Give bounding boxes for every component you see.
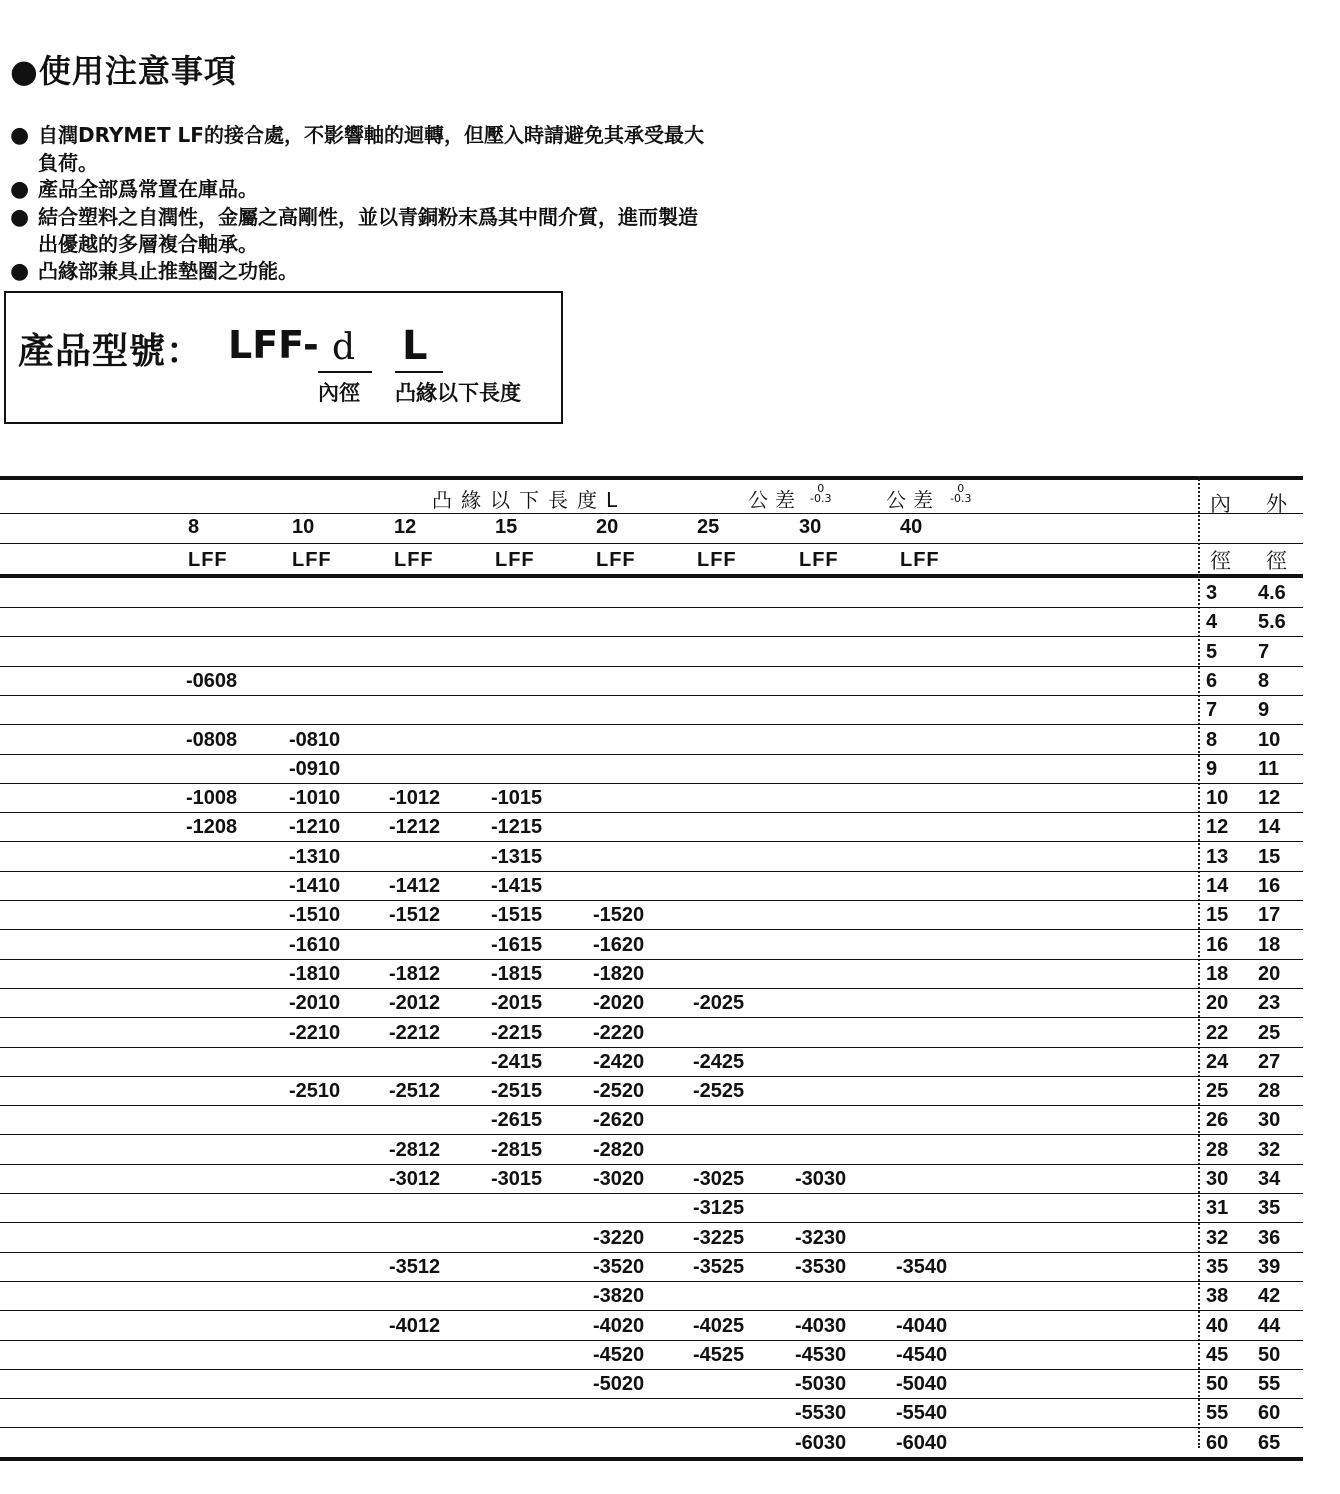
length-header-40: 40 bbox=[900, 516, 923, 538]
table-row bbox=[0, 989, 1303, 1018]
page-title: ●使用注意事項 bbox=[10, 52, 237, 90]
table-row bbox=[0, 931, 1303, 960]
part-code-cell: -2525 bbox=[693, 1080, 745, 1103]
part-code-cell: -2220 bbox=[593, 1021, 645, 1044]
tolerance-value bbox=[950, 484, 971, 504]
inner-diameter-cell: 50 bbox=[1206, 1373, 1229, 1396]
part-code-cell: -4540 bbox=[896, 1343, 948, 1366]
outer-diameter-cell: 65 bbox=[1258, 1431, 1281, 1454]
length-header-8: 8 bbox=[188, 516, 200, 538]
length-header-10: 10 bbox=[292, 516, 315, 538]
inner-diameter-cell: 25 bbox=[1206, 1080, 1229, 1103]
table-row bbox=[0, 1019, 1303, 1048]
part-code-cell: -5020 bbox=[593, 1373, 645, 1396]
model-d-symbol: d bbox=[332, 327, 356, 368]
part-code-cell: -2515 bbox=[491, 1080, 543, 1103]
outer-diameter-cell: 11 bbox=[1258, 757, 1280, 780]
inner-diameter-cell: 10 bbox=[1206, 787, 1229, 810]
inner-diameter-cell: 14 bbox=[1206, 875, 1229, 897]
inner-diameter-cell: 6 bbox=[1206, 669, 1218, 692]
outer-diameter-cell: 7 bbox=[1258, 640, 1270, 663]
prefix-header: LFF bbox=[900, 549, 940, 571]
tolerance-lower: -0.3 bbox=[810, 492, 832, 505]
part-code-cell: -2620 bbox=[593, 1109, 645, 1132]
inner-diameter-cell: 7 bbox=[1206, 699, 1218, 722]
part-code-cell: -2815 bbox=[491, 1138, 543, 1161]
outer-diameter-cell: 44 bbox=[1258, 1314, 1281, 1337]
inner-diameter-cell: 18 bbox=[1206, 962, 1229, 985]
part-code-cell: -1520 bbox=[593, 904, 645, 927]
inner-diameter-cell: 16 bbox=[1206, 933, 1229, 956]
note-item bbox=[10, 122, 710, 176]
part-code-cell: -1015 bbox=[491, 787, 543, 810]
part-code-cell: -5030 bbox=[795, 1373, 847, 1396]
bullet-icon: ● bbox=[10, 258, 30, 284]
outer-diameter-cell: 10 bbox=[1258, 728, 1281, 751]
part-code-cell: -1820 bbox=[593, 962, 645, 985]
table-row bbox=[0, 1136, 1303, 1165]
outer-diameter-cell: 32 bbox=[1258, 1138, 1281, 1161]
part-code-cell: -1415 bbox=[491, 875, 543, 897]
note-text: 結合塑料之自潤性，金屬之高剛性，並以青銅粉末爲其中間介質，進而製造出優越的多層複合軸承。 bbox=[38, 204, 698, 256]
outer-diameter-cell: 28 bbox=[1258, 1080, 1281, 1103]
table-row bbox=[0, 1312, 1303, 1341]
header-bottom-rule bbox=[0, 574, 1303, 578]
part-code-cell: -3820 bbox=[593, 1285, 645, 1308]
outer-diameter-cell: 50 bbox=[1258, 1343, 1281, 1366]
part-code-cell: -1615 bbox=[491, 933, 543, 956]
inner-diameter-cell: 55 bbox=[1206, 1402, 1229, 1425]
inner-diameter-cell: 60 bbox=[1206, 1431, 1229, 1454]
part-code-cell: -2820 bbox=[593, 1138, 645, 1161]
outer-diameter-cell: 34 bbox=[1258, 1168, 1281, 1190]
part-code-cell: -1208 bbox=[186, 816, 238, 839]
part-code-cell: -2010 bbox=[289, 992, 341, 1015]
inner-diameter-cell: 15 bbox=[1206, 904, 1229, 927]
tolerance-upper: 0 bbox=[817, 482, 825, 495]
part-code-cell: -3540 bbox=[896, 1255, 948, 1278]
part-code-cell: -2812 bbox=[389, 1138, 441, 1161]
part-code-cell: -1812 bbox=[389, 962, 441, 985]
part-code-cell: -1815 bbox=[491, 962, 543, 985]
outer-diameter-cell: 17 bbox=[1258, 904, 1281, 927]
inner-diameter-cell: 22 bbox=[1206, 1021, 1229, 1044]
table-row bbox=[0, 638, 1303, 667]
part-code-cell: -1510 bbox=[289, 904, 341, 927]
part-code-cell: -2020 bbox=[593, 992, 645, 1015]
part-code-cell: -3520 bbox=[593, 1255, 645, 1278]
inner-diameter-cell: 31 bbox=[1206, 1197, 1229, 1220]
part-code-cell: -5530 bbox=[795, 1402, 847, 1425]
part-code-cell: -2210 bbox=[289, 1021, 341, 1044]
inner-diameter-cell: 30 bbox=[1206, 1168, 1229, 1190]
tolerance-value bbox=[810, 484, 831, 504]
inner-diameter-cell: 13 bbox=[1206, 845, 1229, 868]
outer-diameter-cell: 23 bbox=[1258, 992, 1281, 1015]
tolerance-lower: -0.3 bbox=[950, 492, 972, 505]
part-code-cell: -6030 bbox=[795, 1431, 847, 1454]
note-text: 自潤DRYMET LF的接合處，不影響軸的迴轉，但壓入時請避免其承受最大負荷。 bbox=[38, 123, 704, 175]
usage-notes bbox=[10, 122, 710, 285]
part-code-cell: -1810 bbox=[289, 962, 341, 985]
part-code-cell: -4040 bbox=[896, 1314, 948, 1337]
outer-diameter-cell: 14 bbox=[1258, 816, 1281, 839]
part-code-cell: -2012 bbox=[389, 992, 441, 1015]
part-code-cell: -1008 bbox=[186, 787, 238, 810]
table-top-rule bbox=[0, 476, 1303, 480]
part-code-cell: -3025 bbox=[693, 1168, 745, 1190]
part-code-cell: -3512 bbox=[389, 1255, 441, 1278]
model-number-box bbox=[4, 291, 563, 424]
table-row bbox=[0, 1282, 1303, 1311]
outer-diameter-cell: 20 bbox=[1258, 962, 1281, 985]
note-item bbox=[10, 176, 710, 204]
L-caption: 凸緣以下長度 bbox=[395, 381, 521, 405]
table-row bbox=[0, 784, 1303, 813]
inner-diameter-cell: 20 bbox=[1206, 992, 1229, 1015]
part-code-cell: -3225 bbox=[693, 1226, 745, 1249]
part-code-cell: -2212 bbox=[389, 1021, 441, 1044]
part-code-cell: -5540 bbox=[896, 1402, 948, 1425]
tolerance-label bbox=[748, 484, 802, 513]
table-row bbox=[0, 1165, 1303, 1194]
part-code-cell: -3125 bbox=[693, 1197, 745, 1220]
prefix-header: LFF bbox=[799, 549, 839, 571]
bullet-icon: ● bbox=[10, 204, 30, 230]
part-code-cell: -2425 bbox=[693, 1050, 745, 1073]
length-header-25: 25 bbox=[697, 516, 720, 538]
part-code-cell: -3030 bbox=[795, 1168, 847, 1190]
length-header-15: 15 bbox=[495, 516, 518, 538]
table-row bbox=[0, 843, 1303, 872]
inner-diameter-cell: 45 bbox=[1206, 1343, 1229, 1366]
table-row bbox=[0, 1194, 1303, 1223]
outer-diameter-cell: 60 bbox=[1258, 1402, 1281, 1425]
table-row bbox=[0, 872, 1303, 901]
table-row bbox=[0, 1253, 1303, 1282]
length-header-30: 30 bbox=[799, 516, 822, 538]
table-row bbox=[0, 1224, 1303, 1253]
inner-diameter-cell: 38 bbox=[1206, 1285, 1229, 1308]
outer-diameter-cell: 30 bbox=[1258, 1109, 1281, 1132]
model-L-symbol: L bbox=[402, 323, 428, 369]
inner-diameter-header-top: 內 bbox=[1210, 492, 1231, 516]
part-code-cell: -1512 bbox=[389, 904, 441, 927]
note-item bbox=[10, 204, 710, 258]
table-row bbox=[0, 579, 1303, 608]
prefix-header: LFF bbox=[697, 549, 737, 571]
table-row bbox=[0, 667, 1303, 696]
part-code-cell: -4525 bbox=[693, 1343, 745, 1366]
part-code-cell: -1610 bbox=[289, 933, 341, 956]
part-code-cell: -0810 bbox=[289, 728, 341, 751]
length-header: 凸緣以下長度L bbox=[432, 488, 627, 512]
header-divider bbox=[0, 543, 1303, 544]
outer-diameter-cell: 25 bbox=[1258, 1021, 1281, 1044]
part-code-cell: -4030 bbox=[795, 1314, 847, 1337]
outer-diameter-cell: 16 bbox=[1258, 875, 1281, 897]
part-code-cell: -2025 bbox=[693, 992, 745, 1015]
outer-diameter-cell: 35 bbox=[1258, 1197, 1281, 1220]
table-row bbox=[0, 1399, 1303, 1428]
part-code-cell: -1010 bbox=[289, 787, 341, 810]
outer-diameter-cell: 12 bbox=[1258, 787, 1281, 810]
inner-diameter-cell: 28 bbox=[1206, 1138, 1229, 1161]
part-code-cell: -4530 bbox=[795, 1343, 847, 1366]
part-code-cell: -1315 bbox=[491, 845, 543, 868]
part-code-cell: -3525 bbox=[693, 1255, 745, 1278]
outer-diameter-cell: 15 bbox=[1258, 845, 1281, 868]
part-code-cell: -0808 bbox=[186, 728, 238, 751]
part-code-cell: -4012 bbox=[389, 1314, 441, 1337]
note-text: 凸緣部兼具止推墊圈之功能。 bbox=[38, 258, 298, 283]
L-underline bbox=[395, 371, 443, 373]
part-code-cell: -5040 bbox=[896, 1373, 948, 1396]
note-item bbox=[10, 258, 710, 286]
table-row bbox=[0, 1106, 1303, 1135]
part-code-cell: -2420 bbox=[593, 1050, 645, 1073]
outer-diameter-cell: 8 bbox=[1258, 669, 1270, 692]
table-row bbox=[0, 726, 1303, 755]
table-row bbox=[0, 696, 1303, 725]
part-code-cell: -3012 bbox=[389, 1168, 441, 1190]
part-code-cell: -3230 bbox=[795, 1226, 847, 1249]
inner-diameter-cell: 9 bbox=[1206, 757, 1218, 780]
outer-diameter-cell: 55 bbox=[1258, 1373, 1281, 1396]
table-row bbox=[0, 1429, 1303, 1458]
prefix-header: LFF bbox=[292, 549, 332, 571]
part-code-cell: -3015 bbox=[491, 1168, 543, 1190]
part-code-cell: -2215 bbox=[491, 1021, 543, 1044]
d-caption: 內徑 bbox=[318, 381, 360, 405]
tolerance-text: 公差 bbox=[886, 488, 940, 512]
table-row bbox=[0, 755, 1303, 784]
inner-diameter-cell: 35 bbox=[1206, 1255, 1229, 1278]
part-code-cell: -4520 bbox=[593, 1343, 645, 1366]
inner-diameter-cell: 4 bbox=[1206, 611, 1218, 634]
part-code-cell: -4020 bbox=[593, 1314, 645, 1337]
outer-diameter-cell: 4.6 bbox=[1258, 582, 1286, 604]
part-code-cell: -0608 bbox=[186, 669, 238, 692]
inner-diameter-cell: 32 bbox=[1206, 1226, 1229, 1249]
bullet-icon: ● bbox=[10, 177, 30, 202]
part-code-cell: -0910 bbox=[289, 757, 341, 780]
outer-diameter-cell: 36 bbox=[1258, 1226, 1281, 1249]
outer-diameter-cell: 9 bbox=[1258, 699, 1270, 722]
inner-diameter-cell: 12 bbox=[1206, 816, 1229, 839]
outer-diameter-header-top: 外 bbox=[1266, 492, 1287, 516]
outer-diameter-cell: 42 bbox=[1258, 1285, 1281, 1308]
model-label: 產品型號： bbox=[18, 331, 204, 372]
table-row bbox=[0, 1077, 1303, 1106]
part-code-cell: -2520 bbox=[593, 1080, 645, 1103]
part-code-cell: -1215 bbox=[491, 816, 543, 839]
part-code-cell: -1412 bbox=[389, 875, 441, 897]
outer-diameter-header-bottom: 徑 bbox=[1266, 549, 1287, 573]
note-text: 產品全部爲常置在庫品。 bbox=[38, 177, 258, 201]
part-code-cell: -2512 bbox=[389, 1080, 441, 1103]
part-code-cell: -1210 bbox=[289, 816, 341, 839]
table-row bbox=[0, 901, 1303, 930]
inner-diameter-cell: 8 bbox=[1206, 728, 1218, 751]
part-code-cell: -6040 bbox=[896, 1431, 948, 1454]
tolerance-label bbox=[886, 484, 940, 513]
table-row bbox=[0, 1048, 1303, 1077]
table-row bbox=[0, 1341, 1303, 1370]
header-divider bbox=[0, 513, 1303, 514]
prefix-header: LFF bbox=[188, 549, 228, 571]
length-header-12: 12 bbox=[394, 516, 417, 538]
table-row bbox=[0, 960, 1303, 989]
inner-diameter-cell: 24 bbox=[1206, 1050, 1229, 1073]
inner-diameter-header-bottom: 徑 bbox=[1210, 549, 1231, 573]
part-code-cell: -1515 bbox=[491, 904, 543, 927]
part-code-cell: -1212 bbox=[389, 816, 441, 839]
prefix-header: LFF bbox=[596, 549, 636, 571]
model-code-prefix: LFF- bbox=[228, 323, 319, 367]
tolerance-text: 公差 bbox=[748, 488, 802, 512]
part-code-cell: -3020 bbox=[593, 1168, 645, 1190]
part-code-cell: -1410 bbox=[289, 875, 341, 897]
d-underline bbox=[318, 371, 372, 373]
outer-diameter-cell: 18 bbox=[1258, 933, 1281, 956]
part-code-cell: -2015 bbox=[491, 992, 543, 1015]
inner-diameter-cell: 3 bbox=[1206, 582, 1218, 604]
inner-diameter-cell: 26 bbox=[1206, 1109, 1229, 1132]
part-code-cell: -2415 bbox=[491, 1050, 543, 1073]
inner-diameter-cell: 40 bbox=[1206, 1314, 1229, 1337]
part-code-cell: -3220 bbox=[593, 1226, 645, 1249]
outer-diameter-cell: 27 bbox=[1258, 1050, 1281, 1073]
prefix-header: LFF bbox=[394, 549, 434, 571]
part-code-cell: -2510 bbox=[289, 1080, 341, 1103]
table-bottom-rule bbox=[0, 1457, 1303, 1461]
length-header-20: 20 bbox=[596, 516, 619, 538]
table-row bbox=[0, 813, 1303, 842]
product-table bbox=[0, 476, 1306, 1454]
table-row bbox=[0, 608, 1303, 637]
tolerance-upper: 0 bbox=[957, 482, 965, 495]
part-code-cell: -4025 bbox=[693, 1314, 745, 1337]
prefix-header: LFF bbox=[495, 549, 535, 571]
part-code-cell: -3530 bbox=[795, 1255, 847, 1278]
table-row bbox=[0, 1370, 1303, 1399]
outer-diameter-cell: 39 bbox=[1258, 1255, 1281, 1278]
outer-diameter-cell: 5.6 bbox=[1258, 611, 1286, 634]
part-code-cell: -1310 bbox=[289, 845, 341, 868]
bullet-icon: ● bbox=[10, 123, 30, 148]
inner-diameter-cell: 5 bbox=[1206, 640, 1218, 663]
part-code-cell: -1012 bbox=[389, 787, 441, 810]
part-code-cell: -2615 bbox=[491, 1109, 543, 1132]
part-code-cell: -1620 bbox=[593, 933, 645, 956]
